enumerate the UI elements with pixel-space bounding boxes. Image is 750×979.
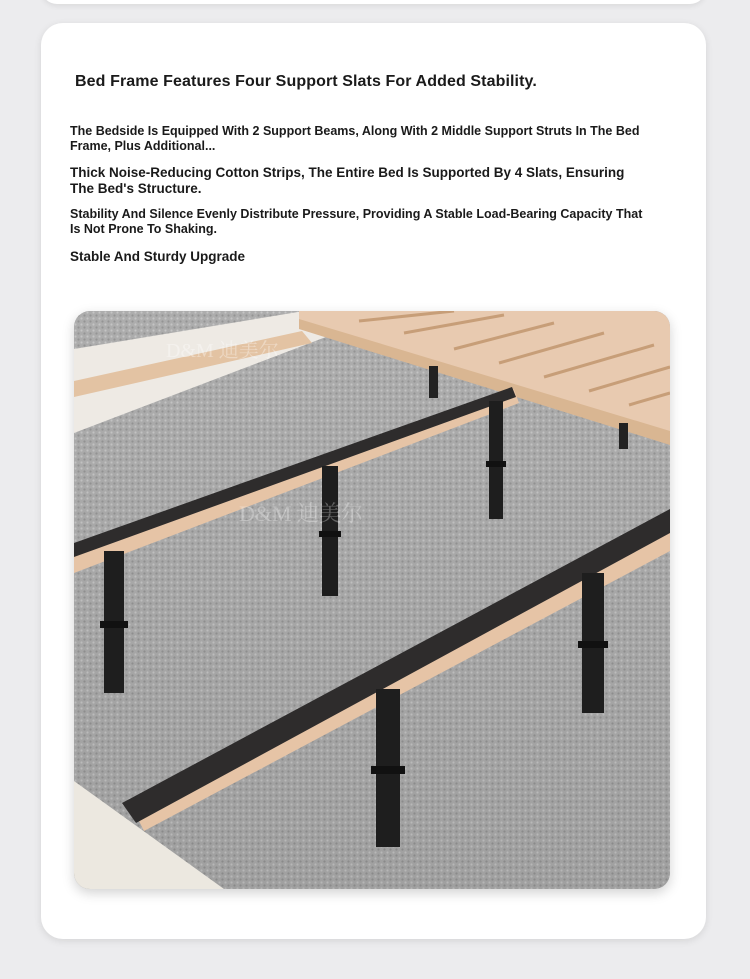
feature-paragraph-stable-upgrade: Stable And Sturdy Upgrade <box>70 249 246 264</box>
feature-paragraph-support-beams: The Bedside Is Equipped With 2 Support Beams, Along With 2 Middle Support Struts In The Bed Frame, Plus Additional... <box>70 124 640 153</box>
photo-watermark-top: D&M 迪美尔 <box>166 340 279 362</box>
feature-paragraph-load-bearing: Stability And Silence Evenly Distribute Pressure, Providing A Stable Load-Bearing Capacity That Is Not Prone To Shaking. <box>70 207 643 236</box>
bed-frame-photo <box>74 311 670 889</box>
leg-far-2 <box>619 423 628 449</box>
leg-mid-1 <box>489 401 503 519</box>
previous-card-edge <box>41 0 706 4</box>
feature-headline: Bed Frame Features Four Support Slats For Added Stability. <box>75 73 537 90</box>
photo-watermark-mid: D&M 迪美尔 <box>239 501 364 526</box>
feature-card <box>41 23 706 939</box>
leg-far-1 <box>429 366 438 398</box>
feature-paragraph-noise-reducing: Thick Noise-Reducing Cotton Strips, The Entire Bed Is Supported By 4 Slats, Ensuring The Bed's Structure. <box>70 165 625 196</box>
